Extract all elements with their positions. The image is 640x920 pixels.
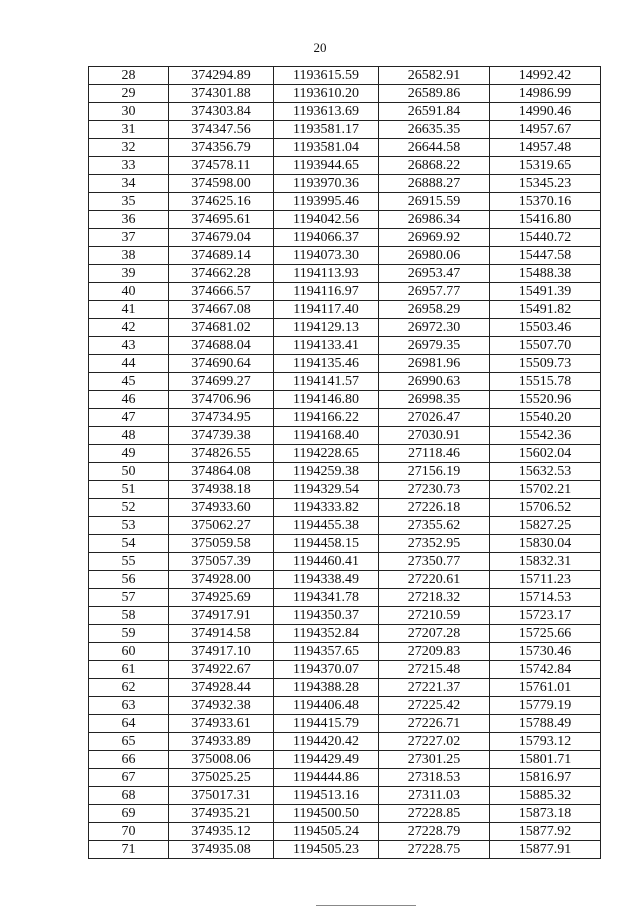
page-number: 20 xyxy=(313,40,327,55)
coord-x1-cell: 374826.55 xyxy=(169,445,274,463)
coord-y1-cell: 1193944.65 xyxy=(274,157,379,175)
table-row xyxy=(89,553,601,571)
coord-y1-cell: 1193610.20 xyxy=(274,85,379,103)
coord-x2-cell: 27228.75 xyxy=(379,841,490,859)
coord-x2-cell: 26969.92 xyxy=(379,229,490,247)
table-row xyxy=(89,463,601,481)
coord-y2-cell: 15488.38 xyxy=(490,265,601,283)
point-number-cell: 33 xyxy=(89,157,169,175)
point-number-cell: 34 xyxy=(89,175,169,193)
point-number-cell: 64 xyxy=(89,715,169,733)
coord-x2-cell: 26591.84 xyxy=(379,103,490,121)
coord-y2-cell: 15520.96 xyxy=(490,391,601,409)
coord-x2-cell: 27220.61 xyxy=(379,571,490,589)
coord-y2-cell: 15873.18 xyxy=(490,805,601,823)
table-row xyxy=(89,625,601,643)
coord-y2-cell: 15440.72 xyxy=(490,229,601,247)
coord-x1-cell: 374347.56 xyxy=(169,121,274,139)
coord-y2-cell: 15742.84 xyxy=(490,661,601,679)
coord-x2-cell: 27228.85 xyxy=(379,805,490,823)
coord-y1-cell: 1194500.50 xyxy=(274,805,379,823)
coord-y1-cell: 1194341.78 xyxy=(274,589,379,607)
coord-y2-cell: 15509.73 xyxy=(490,355,601,373)
point-number-cell: 68 xyxy=(89,787,169,805)
coord-y2-cell: 15725.66 xyxy=(490,625,601,643)
coord-y2-cell: 15515.78 xyxy=(490,373,601,391)
point-number-cell: 50 xyxy=(89,463,169,481)
coord-x1-cell: 374679.04 xyxy=(169,229,274,247)
table-row xyxy=(89,373,601,391)
coord-y2-cell: 15801.71 xyxy=(490,751,601,769)
coord-y1-cell: 1194415.79 xyxy=(274,715,379,733)
table-row xyxy=(89,697,601,715)
coord-y1-cell: 1194429.49 xyxy=(274,751,379,769)
point-number-cell: 45 xyxy=(89,373,169,391)
coord-x1-cell: 374681.02 xyxy=(169,319,274,337)
coord-y2-cell: 15416.80 xyxy=(490,211,601,229)
coord-y2-cell: 15714.53 xyxy=(490,589,601,607)
coord-y1-cell: 1193613.69 xyxy=(274,103,379,121)
coord-x2-cell: 26981.96 xyxy=(379,355,490,373)
coord-y2-cell: 15779.19 xyxy=(490,697,601,715)
table-row xyxy=(89,121,601,139)
point-number-cell: 37 xyxy=(89,229,169,247)
point-number-cell: 53 xyxy=(89,517,169,535)
coord-y1-cell: 1194073.30 xyxy=(274,247,379,265)
coord-x1-cell: 375059.58 xyxy=(169,535,274,553)
coord-x2-cell: 27227.02 xyxy=(379,733,490,751)
table-row xyxy=(89,823,601,841)
coord-y2-cell: 14990.46 xyxy=(490,103,601,121)
coord-y2-cell: 15730.46 xyxy=(490,643,601,661)
coord-x1-cell: 374935.21 xyxy=(169,805,274,823)
table-row xyxy=(89,337,601,355)
coord-y1-cell: 1194420.42 xyxy=(274,733,379,751)
table-row xyxy=(89,319,601,337)
coord-y2-cell: 15370.16 xyxy=(490,193,601,211)
coord-x1-cell: 374739.38 xyxy=(169,427,274,445)
coord-y1-cell: 1194259.38 xyxy=(274,463,379,481)
coord-y1-cell: 1194338.49 xyxy=(274,571,379,589)
coord-y2-cell: 15885.32 xyxy=(490,787,601,805)
coord-y2-cell: 15832.31 xyxy=(490,553,601,571)
coord-y1-cell: 1194333.82 xyxy=(274,499,379,517)
table-row xyxy=(89,391,601,409)
coord-y1-cell: 1194352.84 xyxy=(274,625,379,643)
coord-y2-cell: 15542.36 xyxy=(490,427,601,445)
coord-x2-cell: 26980.06 xyxy=(379,247,490,265)
coord-y2-cell: 15788.49 xyxy=(490,715,601,733)
point-number-cell: 67 xyxy=(89,769,169,787)
coord-y1-cell: 1194117.40 xyxy=(274,301,379,319)
point-number-cell: 52 xyxy=(89,499,169,517)
coord-x2-cell: 26990.63 xyxy=(379,373,490,391)
coord-x2-cell: 27118.46 xyxy=(379,445,490,463)
coord-y1-cell: 1194505.24 xyxy=(274,823,379,841)
coord-y2-cell: 15540.20 xyxy=(490,409,601,427)
coord-y2-cell: 15702.21 xyxy=(490,481,601,499)
bottom-rule xyxy=(316,905,416,906)
point-number-cell: 51 xyxy=(89,481,169,499)
coord-x1-cell: 374695.61 xyxy=(169,211,274,229)
coord-y1-cell: 1194228.65 xyxy=(274,445,379,463)
coord-x2-cell: 27225.42 xyxy=(379,697,490,715)
coord-x1-cell: 374935.08 xyxy=(169,841,274,859)
coord-y1-cell: 1194042.56 xyxy=(274,211,379,229)
table-row xyxy=(89,751,601,769)
coord-y1-cell: 1194141.57 xyxy=(274,373,379,391)
coord-y1-cell: 1194135.46 xyxy=(274,355,379,373)
coord-y2-cell: 15877.91 xyxy=(490,841,601,859)
coord-x1-cell: 374917.10 xyxy=(169,643,274,661)
point-number-cell: 48 xyxy=(89,427,169,445)
coord-y2-cell: 15877.92 xyxy=(490,823,601,841)
table-row xyxy=(89,787,601,805)
table-row xyxy=(89,301,601,319)
coord-y1-cell: 1194146.80 xyxy=(274,391,379,409)
point-number-cell: 30 xyxy=(89,103,169,121)
coord-y2-cell: 15816.97 xyxy=(490,769,601,787)
coord-y1-cell: 1194168.40 xyxy=(274,427,379,445)
coord-x2-cell: 27226.18 xyxy=(379,499,490,517)
coord-x1-cell: 374666.57 xyxy=(169,283,274,301)
table-row xyxy=(89,85,601,103)
point-number-cell: 54 xyxy=(89,535,169,553)
coord-y1-cell: 1193581.04 xyxy=(274,139,379,157)
coord-x1-cell: 374928.44 xyxy=(169,679,274,697)
coord-y1-cell: 1193995.46 xyxy=(274,193,379,211)
coord-y2-cell: 15491.82 xyxy=(490,301,601,319)
coord-y2-cell: 15447.58 xyxy=(490,247,601,265)
coord-y2-cell: 15602.04 xyxy=(490,445,601,463)
table-row xyxy=(89,427,601,445)
point-number-cell: 29 xyxy=(89,85,169,103)
point-number-cell: 42 xyxy=(89,319,169,337)
table-row xyxy=(89,193,601,211)
coord-x2-cell: 27352.95 xyxy=(379,535,490,553)
coord-x1-cell: 374922.67 xyxy=(169,661,274,679)
coord-x1-cell: 374734.95 xyxy=(169,409,274,427)
coord-y1-cell: 1193615.59 xyxy=(274,67,379,85)
coord-y2-cell: 15723.17 xyxy=(490,607,601,625)
table-row xyxy=(89,175,601,193)
coord-y1-cell: 1194113.93 xyxy=(274,265,379,283)
table-row xyxy=(89,571,601,589)
point-number-cell: 32 xyxy=(89,139,169,157)
coord-y2-cell: 15632.53 xyxy=(490,463,601,481)
coord-x2-cell: 26998.35 xyxy=(379,391,490,409)
point-number-cell: 56 xyxy=(89,571,169,589)
table-row xyxy=(89,283,601,301)
coord-y2-cell: 15830.04 xyxy=(490,535,601,553)
coord-y2-cell: 15706.52 xyxy=(490,499,601,517)
point-number-cell: 31 xyxy=(89,121,169,139)
coord-x1-cell: 374917.91 xyxy=(169,607,274,625)
table-row xyxy=(89,409,601,427)
coord-x1-cell: 374864.08 xyxy=(169,463,274,481)
coord-y1-cell: 1194066.37 xyxy=(274,229,379,247)
table-row xyxy=(89,589,601,607)
point-number-cell: 39 xyxy=(89,265,169,283)
table-row xyxy=(89,481,601,499)
coord-x2-cell: 26953.47 xyxy=(379,265,490,283)
coord-x1-cell: 374699.27 xyxy=(169,373,274,391)
coord-y1-cell: 1194329.54 xyxy=(274,481,379,499)
table-row xyxy=(89,715,601,733)
point-number-cell: 35 xyxy=(89,193,169,211)
coord-x2-cell: 27226.71 xyxy=(379,715,490,733)
coord-y2-cell: 15507.70 xyxy=(490,337,601,355)
coord-x2-cell: 26986.34 xyxy=(379,211,490,229)
coord-x2-cell: 27228.79 xyxy=(379,823,490,841)
coord-y1-cell: 1194505.23 xyxy=(274,841,379,859)
table-row xyxy=(89,247,601,265)
coord-y2-cell: 15345.23 xyxy=(490,175,601,193)
coord-x1-cell: 374933.60 xyxy=(169,499,274,517)
coord-x2-cell: 26582.91 xyxy=(379,67,490,85)
point-number-cell: 70 xyxy=(89,823,169,841)
coord-y1-cell: 1194129.13 xyxy=(274,319,379,337)
table-row xyxy=(89,157,601,175)
coord-x2-cell: 27301.25 xyxy=(379,751,490,769)
coord-y2-cell: 15503.46 xyxy=(490,319,601,337)
point-number-cell: 62 xyxy=(89,679,169,697)
coord-x1-cell: 375008.06 xyxy=(169,751,274,769)
point-number-cell: 55 xyxy=(89,553,169,571)
coord-x1-cell: 374690.64 xyxy=(169,355,274,373)
coord-x1-cell: 374914.58 xyxy=(169,625,274,643)
coord-x2-cell: 27215.48 xyxy=(379,661,490,679)
coord-y2-cell: 15491.39 xyxy=(490,283,601,301)
table-row xyxy=(89,607,601,625)
table-row xyxy=(89,265,601,283)
coordinates-table xyxy=(88,66,601,859)
coord-y2-cell: 14992.42 xyxy=(490,67,601,85)
coord-x2-cell: 26957.77 xyxy=(379,283,490,301)
coord-y1-cell: 1194460.41 xyxy=(274,553,379,571)
point-number-cell: 46 xyxy=(89,391,169,409)
point-number-cell: 43 xyxy=(89,337,169,355)
coord-x1-cell: 374625.16 xyxy=(169,193,274,211)
coord-x1-cell: 374925.69 xyxy=(169,589,274,607)
coord-x2-cell: 27355.62 xyxy=(379,517,490,535)
point-number-cell: 41 xyxy=(89,301,169,319)
coord-y2-cell: 14957.67 xyxy=(490,121,601,139)
table-row xyxy=(89,535,601,553)
coord-y1-cell: 1194350.37 xyxy=(274,607,379,625)
coord-y2-cell: 15793.12 xyxy=(490,733,601,751)
coord-x1-cell: 374301.88 xyxy=(169,85,274,103)
point-number-cell: 58 xyxy=(89,607,169,625)
coord-x1-cell: 374928.00 xyxy=(169,571,274,589)
coord-x2-cell: 27218.32 xyxy=(379,589,490,607)
coord-y1-cell: 1194388.28 xyxy=(274,679,379,697)
coord-y1-cell: 1193970.36 xyxy=(274,175,379,193)
coordinates-table-body xyxy=(89,67,601,859)
coord-x2-cell: 27221.37 xyxy=(379,679,490,697)
coord-y2-cell: 14986.99 xyxy=(490,85,601,103)
coord-x2-cell: 27207.28 xyxy=(379,625,490,643)
table-row xyxy=(89,769,601,787)
point-number-cell: 40 xyxy=(89,283,169,301)
coord-x1-cell: 374667.08 xyxy=(169,301,274,319)
table-row xyxy=(89,229,601,247)
coord-x1-cell: 374294.89 xyxy=(169,67,274,85)
coord-x1-cell: 374689.14 xyxy=(169,247,274,265)
coord-x1-cell: 374932.38 xyxy=(169,697,274,715)
coord-x2-cell: 26868.22 xyxy=(379,157,490,175)
coord-x1-cell: 374938.18 xyxy=(169,481,274,499)
coord-x2-cell: 27209.83 xyxy=(379,643,490,661)
point-number-cell: 69 xyxy=(89,805,169,823)
point-number-cell: 28 xyxy=(89,67,169,85)
coord-y1-cell: 1194458.15 xyxy=(274,535,379,553)
coord-x2-cell: 26589.86 xyxy=(379,85,490,103)
table-row xyxy=(89,445,601,463)
table-row xyxy=(89,103,601,121)
coord-y1-cell: 1194513.16 xyxy=(274,787,379,805)
coord-x2-cell: 27156.19 xyxy=(379,463,490,481)
coord-x2-cell: 27318.53 xyxy=(379,769,490,787)
coord-y2-cell: 15761.01 xyxy=(490,679,601,697)
table-row xyxy=(89,643,601,661)
point-number-cell: 57 xyxy=(89,589,169,607)
table-row xyxy=(89,517,601,535)
coord-x1-cell: 374688.04 xyxy=(169,337,274,355)
table-row xyxy=(89,805,601,823)
coord-y1-cell: 1194133.41 xyxy=(274,337,379,355)
coord-x1-cell: 374933.61 xyxy=(169,715,274,733)
point-number-cell: 59 xyxy=(89,625,169,643)
coord-x2-cell: 27311.03 xyxy=(379,787,490,805)
point-number-cell: 60 xyxy=(89,643,169,661)
coord-y1-cell: 1194166.22 xyxy=(274,409,379,427)
coord-x2-cell: 27350.77 xyxy=(379,553,490,571)
coord-x2-cell: 26972.30 xyxy=(379,319,490,337)
coord-x1-cell: 374706.96 xyxy=(169,391,274,409)
table-row xyxy=(89,499,601,517)
coord-x1-cell: 374662.28 xyxy=(169,265,274,283)
coord-y2-cell: 15711.23 xyxy=(490,571,601,589)
coord-y2-cell: 15827.25 xyxy=(490,517,601,535)
coord-x1-cell: 374356.79 xyxy=(169,139,274,157)
coord-x2-cell: 26979.35 xyxy=(379,337,490,355)
coord-y2-cell: 14957.48 xyxy=(490,139,601,157)
table-row xyxy=(89,211,601,229)
coord-x1-cell: 374935.12 xyxy=(169,823,274,841)
table-row xyxy=(89,679,601,697)
coord-x2-cell: 27210.59 xyxy=(379,607,490,625)
point-number-cell: 63 xyxy=(89,697,169,715)
point-number-cell: 71 xyxy=(89,841,169,859)
coord-x1-cell: 374303.84 xyxy=(169,103,274,121)
coord-x1-cell: 374598.00 xyxy=(169,175,274,193)
coord-y1-cell: 1194455.38 xyxy=(274,517,379,535)
table-row xyxy=(89,67,601,85)
table-row xyxy=(89,841,601,859)
coord-x2-cell: 27030.91 xyxy=(379,427,490,445)
coord-y1-cell: 1193581.17 xyxy=(274,121,379,139)
coord-y1-cell: 1194370.07 xyxy=(274,661,379,679)
coord-y1-cell: 1194444.86 xyxy=(274,769,379,787)
point-number-cell: 65 xyxy=(89,733,169,751)
coord-x1-cell: 375017.31 xyxy=(169,787,274,805)
point-number-cell: 49 xyxy=(89,445,169,463)
coord-x2-cell: 27026.47 xyxy=(379,409,490,427)
point-number-cell: 66 xyxy=(89,751,169,769)
coord-x2-cell: 26958.29 xyxy=(379,301,490,319)
coord-x1-cell: 375025.25 xyxy=(169,769,274,787)
coord-x2-cell: 26635.35 xyxy=(379,121,490,139)
coord-x1-cell: 375057.39 xyxy=(169,553,274,571)
table-row xyxy=(89,355,601,373)
table-row xyxy=(89,661,601,679)
coord-y1-cell: 1194406.48 xyxy=(274,697,379,715)
coord-x1-cell: 374933.89 xyxy=(169,733,274,751)
coord-x1-cell: 374578.11 xyxy=(169,157,274,175)
coord-x2-cell: 26915.59 xyxy=(379,193,490,211)
table-row xyxy=(89,139,601,157)
table-row xyxy=(89,733,601,751)
coord-y1-cell: 1194116.97 xyxy=(274,283,379,301)
coord-x1-cell: 375062.27 xyxy=(169,517,274,535)
coord-x2-cell: 26888.27 xyxy=(379,175,490,193)
point-number-cell: 38 xyxy=(89,247,169,265)
coord-x2-cell: 27230.73 xyxy=(379,481,490,499)
point-number-cell: 61 xyxy=(89,661,169,679)
point-number-cell: 44 xyxy=(89,355,169,373)
coord-y1-cell: 1194357.65 xyxy=(274,643,379,661)
point-number-cell: 36 xyxy=(89,211,169,229)
point-number-cell: 47 xyxy=(89,409,169,427)
coord-y2-cell: 15319.65 xyxy=(490,157,601,175)
coord-x2-cell: 26644.58 xyxy=(379,139,490,157)
